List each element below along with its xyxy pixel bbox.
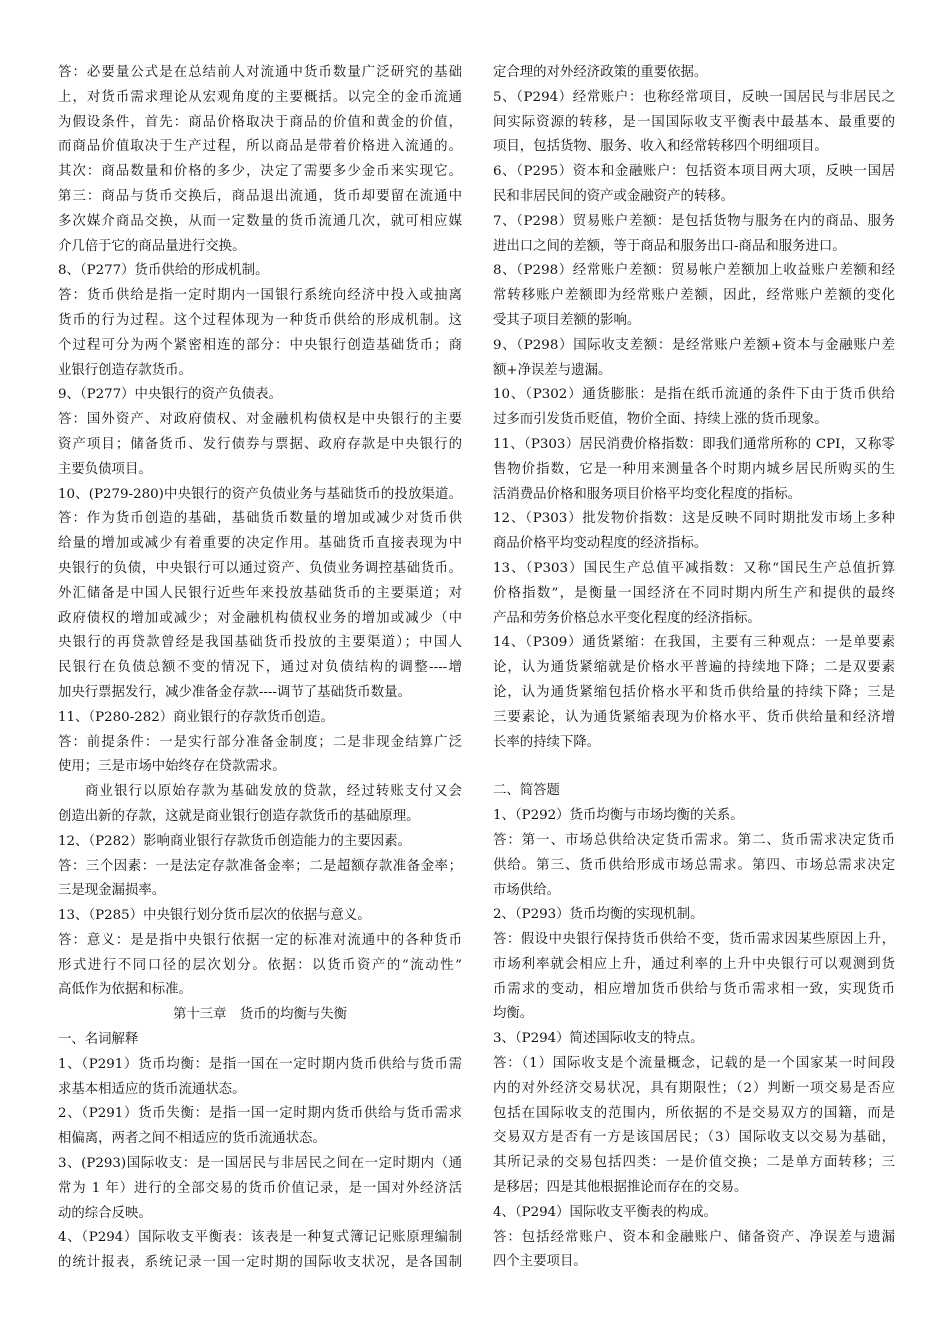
text-line: 答：前提条件：一是实行部分准备金制度；二是非现金结算广泛 xyxy=(58,734,462,750)
text-line: 14、（P309）通货紧缩：在我国，主要有三种观点：一是单要素 xyxy=(493,635,895,651)
text-line: 9、（P298）国际收支差额：是经常账户差额+资本与金融账户差 xyxy=(493,337,895,353)
text-line: 13、（P285）中央银行划分货币层次的依据与意义。 xyxy=(58,908,371,924)
text-line: 长率的持续下降。 xyxy=(493,734,601,750)
text-line: 三要素论，认为通货紧缩表现为价格水平、货币供给量和经济增 xyxy=(493,709,895,725)
text-line: 内的对外经济交易状况，具有期限性；（2）判断一项交易是否应 xyxy=(493,1080,895,1096)
text-line: 货币的行为过程。这个过程体现为一种货币供给的形成机制。这 xyxy=(58,312,462,328)
text-line: 答：包括经常账户、资本和金融账户、储备资产、净误差与遗漏 xyxy=(493,1229,895,1245)
text-line: 答：第一、市场总供给决定货币需求。第二、货币需求决定货币 xyxy=(493,832,895,848)
text-line: 第三：商品与货币交换后，商品退出流通，货币却要留在流通中 xyxy=(58,188,462,204)
text-line: 交易双方是否有一方是该国居民；（3）国际收支以交易为基础， xyxy=(493,1130,895,1146)
text-line: 给量的增加或减少有着重要的决定作用。基础货币直接表现为中 xyxy=(58,536,462,552)
text-line: 三是现金漏损率。 xyxy=(58,883,166,899)
text-line: 售物价指数，它是一种用来测量各个时期内城乡居民所购买的生 xyxy=(493,461,895,477)
text-line: 2、（P293）货币均衡的实现机制。 xyxy=(493,907,704,923)
text-line: 6、（P295）资本和金融账户：包括资本项目两大项，反映一国居 xyxy=(493,164,895,180)
text-line: 8、（P277）货币供给的形成机制。 xyxy=(58,263,269,279)
text-line: 答：（1）国际收支是个流量概念，记载的是一个国家某一时间段 xyxy=(493,1056,895,1072)
text-line: 8、（P298）经常账户差额：贸易帐户差额加上收益账户差额和经 xyxy=(493,263,895,279)
text-line: 3、（P294）简述国际收支的特点。 xyxy=(493,1031,704,1047)
text-line: 第十三章 货币的均衡与失衡 xyxy=(172,1007,348,1023)
text-line: 均衡。 xyxy=(493,1006,534,1022)
text-line: 的统计报表，系统记录一国一定时期的国际收支状况，是各国制 xyxy=(58,1255,462,1271)
text-line: 活消费品价格和服务项目价格平均变化程度的指标。 xyxy=(493,486,801,502)
text-line: 包括在国际收支的范围内，所依据的不是交易双方的国籍，而是 xyxy=(493,1105,895,1121)
text-line: 进出口之间的差额，等于商品和服务出口-商品和服务进口。 xyxy=(493,238,846,254)
text-line: 答：三个因素：一是法定存款准备金率；二是超额存款准备金率； xyxy=(58,858,462,874)
text-line: 9、（P277）中央银行的资产负债表。 xyxy=(58,387,282,403)
text-line: 其所记录的交易包括四类：一是价值交换；二是单方面转移；三 xyxy=(493,1155,895,1171)
text-line: 5、（P294）经常账户：也称经常项目，反映一国居民与非居民之 xyxy=(493,89,895,105)
text-line: 政府债权的增加或减少；对金融机构债权业务的增加或减少（中 xyxy=(58,610,462,626)
text-line: 个过程可分为两个紧密相连的部分：中央银行创造基础货币；商 xyxy=(58,337,462,353)
text-line: 多次媒介商品交换，从而一定数量的货币流通几次，就可相应媒 xyxy=(58,213,462,229)
text-line: 常为 1 年）进行的全部交易的货币价值记录，是一国对外经济活 xyxy=(58,1180,462,1196)
text-line: 价格指数”，是衡量一国经济在不同时期内所生产和提供的最终 xyxy=(493,585,895,601)
text-line: 答：货币供给是指一定时期内一国银行系统向经济中投入或抽离 xyxy=(58,288,462,304)
text-line: 13、（P303）国民生产总值平减指数：又称“国民生产总值折算 xyxy=(493,560,895,576)
text-line: 定合理的对外经济政策的重要依据。 xyxy=(493,65,708,80)
text-line: 3、(P293)国际收支：是一国居民与非居民之间在一定时期内（通 xyxy=(58,1156,462,1172)
text-line: 相偏离，两者之间不相适应的货币流通状态。 xyxy=(58,1131,326,1147)
text-line: 高低作为依据和标准。 xyxy=(58,982,192,998)
text-line: 上，对货币需求理论从宏观角度的主要概括。以完全的金币流通 xyxy=(58,89,462,105)
text-line: 资产项目；储备货币、发行债券与票据、政府存款是中央银行的 xyxy=(58,436,462,452)
text-line: 业银行创造存款货币。 xyxy=(58,362,192,378)
text-line: 一、名词解释 xyxy=(58,1032,139,1048)
text-line: 央银行的再贷款曾经是我国基础货币投放的主要渠道）；中国人 xyxy=(58,635,462,651)
text-line: 介几倍于它的商品量进行交换。 xyxy=(58,238,246,254)
text-line: 2、（P291）货币失衡：是指一国一定时期内货币供给与货币需求 xyxy=(58,1106,462,1122)
text-line: 供给。第三、货币供给形成市场总需求。第四、市场总需求决定 xyxy=(493,857,895,873)
text-line: 答：国外资产、对政府债权、对金融机构债权是中央银行的主要 xyxy=(58,412,462,428)
text-line: 12、（P303）批发物价指数：这是反映不同时期批发市场上多种 xyxy=(493,511,895,527)
text-line: 11、（P303）居民消费价格指数：即我们通常所称的 CPI，又称零 xyxy=(493,436,895,452)
text-line: 民和非居民间的资产或金融资产的转移。 xyxy=(493,188,735,204)
text-line: 产品和劳务价格总水平变化程度的经济指标。 xyxy=(493,610,761,626)
text-line: 1、（P291）货币均衡：是指一国在一定时期内货币供给与货币需 xyxy=(58,1056,462,1072)
text-line: 论，认为通货紧缩就是价格水平普遍的持续地下降；二是双要素 xyxy=(493,660,895,676)
text-line: 答：意义：是是指中央银行依据一定的标准对流通中的各种货币 xyxy=(58,932,462,948)
text-line: 商品价格平均变动程度的经济指标。 xyxy=(493,536,708,552)
text-line: 二、简答题 xyxy=(493,783,560,799)
text-line: 论，认为通货紧缩包括价格水平和货币供给量的持续下降；三是 xyxy=(493,684,895,700)
text-line: 而商品价值取决于生产过程，所以商品是带着价格进入流通的。 xyxy=(58,139,462,155)
text-line: 为假设条件，首先：商品价格取决于商品的价值和黄金的价值， xyxy=(58,114,462,130)
left-text-column xyxy=(58,61,462,1276)
text-line: 是移居；四是其他根据推论而存在的交易。 xyxy=(493,1180,748,1196)
text-line: 币需求的变动，相应增加货币供给与货币需求相一致，实现货币 xyxy=(493,981,895,997)
text-line: 额+净误差与遗漏。 xyxy=(493,362,612,378)
text-line: 四个主要项目。 xyxy=(493,1254,587,1270)
text-line: 求基本相适应的货币流通状态。 xyxy=(58,1081,246,1097)
text-line: 答：作为货币创造的基础，基础货币数量的增加或减少对货币供 xyxy=(58,511,462,527)
text-line: 答：假设中央银行保持货币供给不变，货币需求因某些原因上升， xyxy=(493,932,895,948)
text-line: 创造出新的存款，这就是商业银行创造存款货币的基础原理。 xyxy=(58,808,420,824)
text-line: 4、（P294）国际收支平衡表的构成。 xyxy=(493,1204,717,1220)
text-line: 11、（P280-282）商业银行的存款货币创造。 xyxy=(58,709,334,725)
text-line: 间实际资源的转移，是一国国际收支平衡表中最基本、最重要的 xyxy=(493,114,895,130)
text-line: 10、(P279-280)中央银行的资产负债业务与基础货币的投放渠道。 xyxy=(58,486,462,502)
text-line: 央银行的负债，中央银行可以通过资产、负债业务调控基础货币。 xyxy=(58,560,462,576)
text-line: 动的综合反映。 xyxy=(58,1205,152,1221)
text-line: 7、（P298）贸易账户差额：是包括货物与服务在内的商品、服务 xyxy=(493,213,895,229)
text-line: 民银行在负债总额不变的情况下，通过对负债结构的调整----增 xyxy=(58,660,462,676)
text-line: 外汇储备是中国人民银行近些年来投放基础货币的主要渠道；对 xyxy=(58,585,462,601)
text-line: 市场供给。 xyxy=(493,882,560,898)
text-line: 答：必要量公式是在总结前人对流通中货币数量广泛研究的基础 xyxy=(58,65,462,80)
right-text-column xyxy=(493,61,895,1275)
text-line: 4、（P294）国际收支平衡表：该表是一种复式簿记记账原理编制 xyxy=(58,1230,462,1246)
text-line: 主要负债项目。 xyxy=(58,461,152,477)
text-line: 加央行票据发行，减少准备金存款----调节了基础货币数量。 xyxy=(58,684,411,700)
text-line: 商业银行以原始存款为基础发放的贷款，经过转账支付又会 xyxy=(85,784,462,800)
text-line: 1、（P292）货币均衡与市场均衡的关系。 xyxy=(493,808,744,824)
text-line: 形式进行不同口径的层次划分。依据：以货币资产的“流动性” xyxy=(58,957,462,973)
text-line: 其次：商品数量和价格的多少，决定了需要多少金币来实现它。 xyxy=(58,164,462,180)
text-line: 受其子项目差额的影响。 xyxy=(493,312,641,328)
text-line: 10、（P302）通货膨胀：是指在纸币流通的条件下由于货币供给 xyxy=(493,387,895,403)
text-line: 使用；三是市场中始终存在贷款需求。 xyxy=(58,759,286,775)
text-line: 项目，包括货物、服务、收入和经常转移四个明细项目。 xyxy=(493,139,828,155)
text-line: 常转移账户差额即为经常账户差额，因此，经常账户差额的变化 xyxy=(493,288,895,304)
text-line: 过多而引发货币贬值，物价全面、持续上涨的货币现象。 xyxy=(493,412,828,428)
text-line: 12、（P282）影响商业银行存款货币创造能力的主要因素。 xyxy=(58,833,411,849)
text-line: 市场利率就会相应上升，通过利率的上升中央银行可以观测到货 xyxy=(493,956,895,972)
